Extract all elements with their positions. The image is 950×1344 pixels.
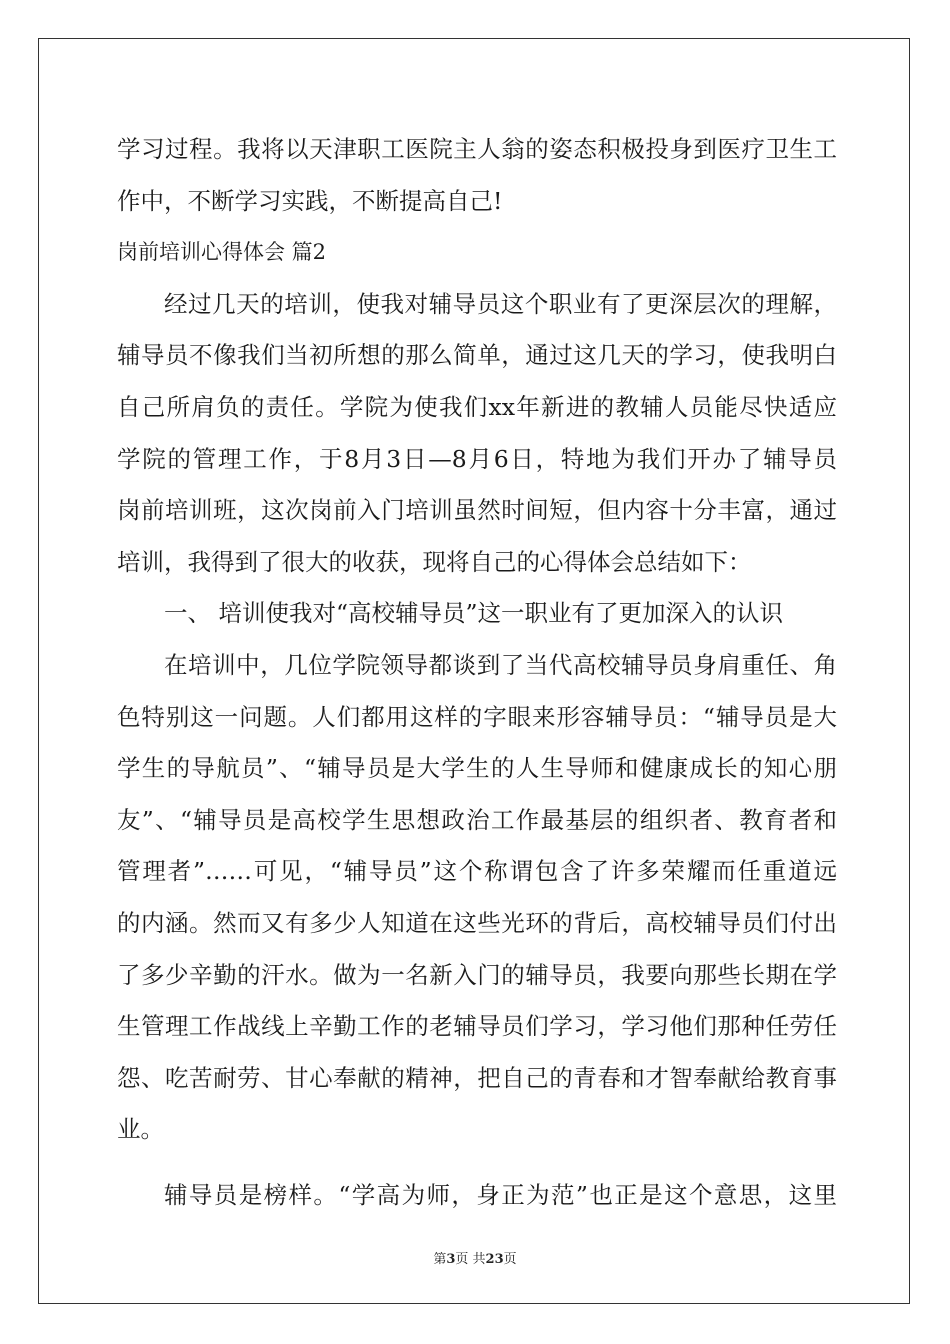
text-line: 自己所肩负的责任。学院为使我们xx年新进的教辅人员能尽快适应 [117, 392, 837, 421]
footer-mid: 页 共 [455, 1252, 486, 1267]
text-line: 学生的导航员”、“辅导员是大学生的人生导师和健康成长的知心朋 [117, 754, 837, 783]
text-line: 培训，我得到了很大的收获，现将自己的心得体会总结如下： [117, 547, 752, 576]
text-line: 辅导员不像我们当初所想的那么简单，通过这几天的学习，使我明白 [117, 341, 837, 370]
text-line: 作中，不断学习实践，不断提高自己! [117, 186, 503, 215]
text-line: 色特别这一问题。人们都用这样的字眼来形容辅导员：“辅导员是大 [117, 702, 837, 731]
footer-suffix: 页 [503, 1252, 517, 1267]
text-line: 岗前培训班，这次岗前入门培训虽然时间短，但内容十分丰富，通过 [117, 496, 837, 525]
page-footer [0, 1248, 950, 1267]
text-line: 辅导员是榜样。“学高为师，身正为范”也正是这个意思，这里 [164, 1180, 837, 1209]
document-body [117, 124, 837, 1221]
text-line: 学习过程。我将以天津职工医院主人翁的姿态积极投身到医疗卫生工 [117, 135, 837, 163]
text-line: 了多少辛勤的汗水。做为一名新入门的辅导员，我要向那些长期在学 [117, 960, 837, 989]
text-line: 在培训中，几位学院领导都谈到了当代高校辅导员身肩重任、角 [164, 650, 837, 679]
text-line: 经过几天的培训，使我对辅导员这个职业有了更深层次的理解， [164, 289, 837, 318]
total-page-number: 23 [485, 1252, 504, 1267]
subheading-line: 一、 培训使我对“高校辅导员”这一职业有了更加深入的认识 [164, 599, 783, 628]
text-line: 生管理工作战线上辛勤工作的老辅导员们学习，学习他们那种任劳任 [117, 1012, 837, 1041]
text-line: 怨、吃苦耐劳、甘心奉献的精神，把自己的青春和才智奉献给教育事 [117, 1063, 837, 1092]
text-line: 友”、“辅导员是高校学生思想政治工作最基层的组织者、教育者和 [117, 805, 837, 834]
text-line: 学院的管理工作，于8月3日—8月6日，特地为我们开办了辅导员 [117, 444, 837, 473]
text-line: 业。 [117, 1115, 164, 1144]
text-line: 的内涵。然而又有多少人知道在这些光环的背后，高校辅导员们付出 [117, 908, 837, 937]
section-heading: 岗前培训心得体会 篇2 [117, 240, 327, 265]
text-line: 管理者”……可见，“辅导员”这个称谓包含了许多荣耀而任重道远 [117, 857, 837, 886]
current-page-number: 3 [446, 1252, 456, 1267]
footer-prefix: 第 [433, 1252, 447, 1267]
